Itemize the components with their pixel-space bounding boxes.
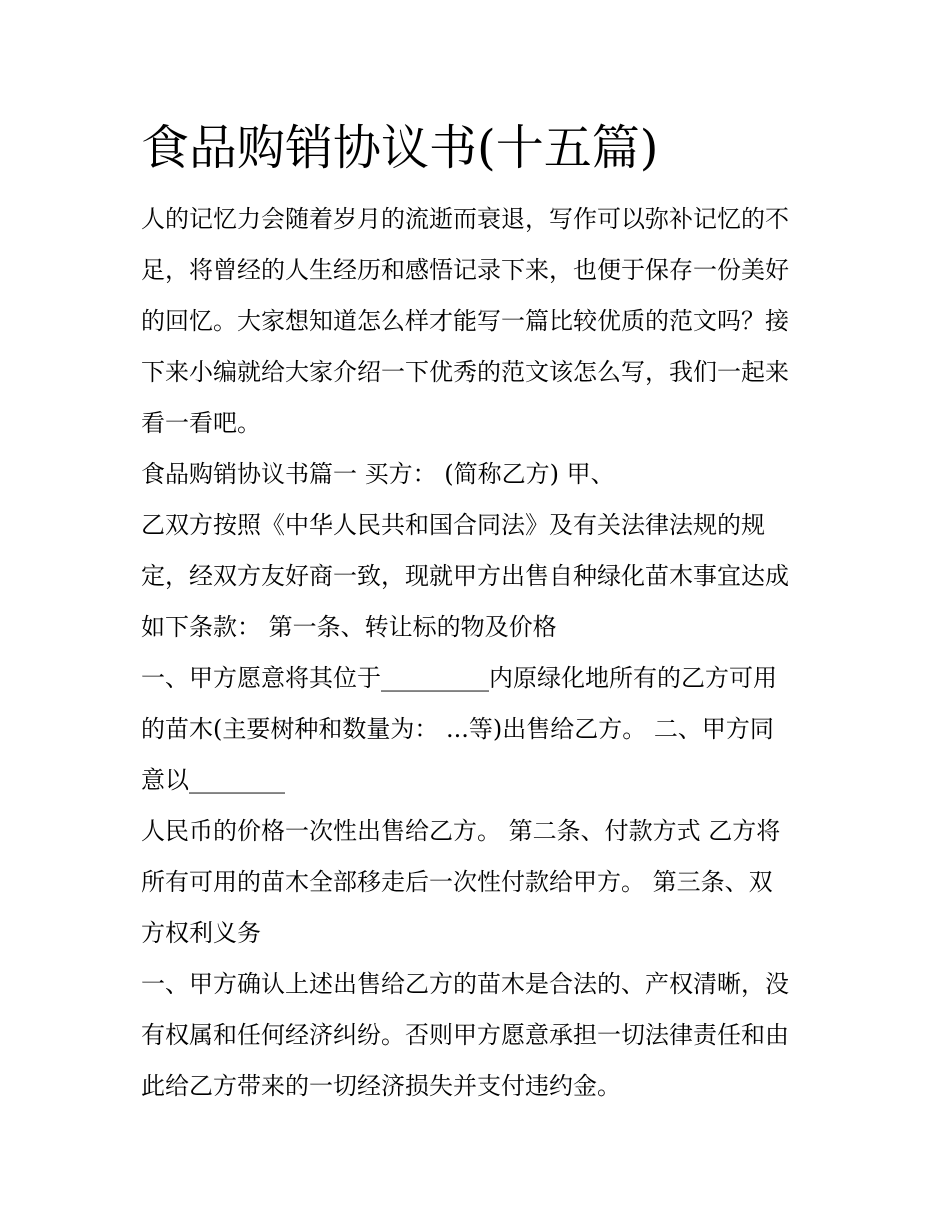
body-line: 的回忆。大家想知道怎么样才能写一篇比较优质的范文吗？接	[141, 307, 789, 335]
body-line: 一、甲方愿意将其位于_________内原绿化地所有的乙方可用	[141, 664, 777, 692]
document-title: 食品购销协议书(十五篇)	[141, 120, 659, 176]
body-line: 有权属和任何经济纠纷。否则甲方愿意承担一切法律责任和由	[141, 1021, 789, 1049]
body-line: 看一看吧。	[141, 409, 261, 437]
body-line: 食品购销协议书篇一 买方： (简称乙方) 甲、	[141, 460, 615, 488]
body-line: 方权利义务	[141, 919, 261, 947]
body-line: 人民币的价格一次性出售给乙方。 第二条、付款方式 乙方将	[141, 817, 781, 845]
body-line: 如下条款： 第一条、转让标的物及价格	[141, 613, 557, 641]
body-line: 一、甲方确认上述出售给乙方的苗木是合法的、产权清晰，没	[141, 970, 789, 998]
body-line: 足，将曾经的人生经历和感悟记录下来，也便于保存一份美好	[141, 256, 789, 284]
body-line: 所有可用的苗木全部移走后一次性付款给甲方。 第三条、双	[141, 868, 773, 896]
body-line: 的苗木(主要树种和数量为： ...等)出售给乙方。 二、甲方同	[141, 715, 774, 743]
body-line: 乙双方按照《中华人民共和国合同法》及有关法律法规的规	[141, 511, 765, 539]
body-line: 此给乙方带来的一切经济损失并支付违约金。	[141, 1072, 621, 1100]
body-line: 人的记忆力会随着岁月的流逝而衰退，写作可以弥补记忆的不	[141, 205, 789, 233]
body-line: 定，经双方友好商一致，现就甲方出售自种绿化苗木事宜达成	[141, 562, 789, 590]
body-line: 下来小编就给大家介绍一下优秀的范文该怎么写，我们一起来	[141, 358, 789, 386]
body-line: 意以________	[141, 766, 285, 794]
